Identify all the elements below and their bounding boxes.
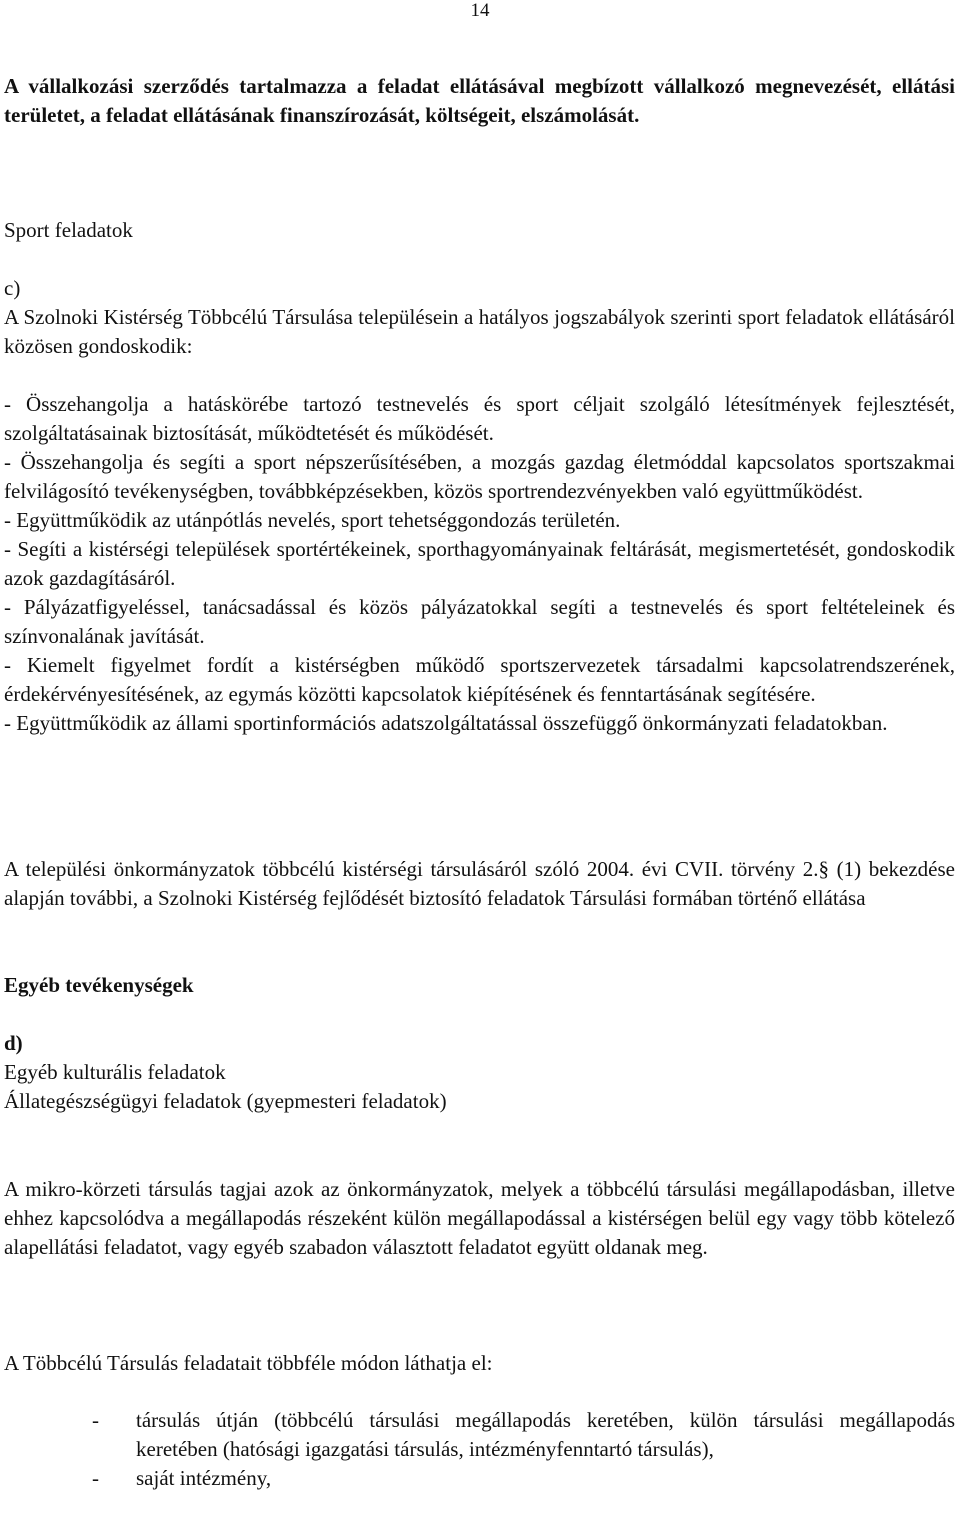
sport-item: - Összehangolja a hatáskörébe tartozó testnevelés és sport céljait szolgáló létesítmények fejlesztését, szolgáltatásainak biztosítását, működtetését és működését.	[4, 392, 955, 445]
other-heading: Egyéb tevékenységek	[4, 973, 194, 997]
sport-heading: Sport feladatok	[4, 218, 133, 242]
intro-paragraph: A vállalkozási szerződés tartalmazza a feladat ellátásával megbízott vállalkozó megnevezését, ellátási területet, a feladat ellátásának finanszírozását, költségeit, elszámolását.	[4, 74, 955, 127]
ways-list	[92, 1406, 955, 1493]
section-c-text: A Szolnoki Kistérség Többcélú Társulása településein a hatályos jogszabályok szerinti sport feladatok ellátásáról közösen gondoskodik:	[4, 305, 955, 358]
list-dash: -	[92, 1408, 99, 1432]
sport-item: - Segíti a kistérségi települések sportértékeinek, sporthagyományainak feltárását, megismertetését, gondoskodik azok gazdagításáról.	[4, 537, 955, 590]
section-c-label: c)	[4, 276, 21, 300]
section-d-label: d)	[4, 1031, 23, 1055]
sport-item: - Együttműködik az állami sportinformációs adatszolgáltatással összefüggő önkormányzati feladatokban.	[4, 711, 888, 735]
list-item-text: saját intézmény,	[136, 1466, 272, 1490]
list-item-text: társulás útján (többcélú társulási megállapodás keretében, külön társulási megállapodás keretében (hatósági igazgatási társulás, intézményfenntartó társulás),	[136, 1408, 955, 1461]
section-d-item: Egyéb kulturális feladatok	[4, 1060, 226, 1084]
sport-item: - Együttműködik az utánpótlás nevelés, sport tehetséggondozás területén.	[4, 508, 621, 532]
section-d-item: Állategészségügyi feladatok (gyepmesteri feladatok)	[4, 1089, 447, 1113]
sport-item: - Kiemelt figyelmet fordít a kistérségben működő sportszervezetek társadalmi kapcsolatrendszerének, érdekérvényesítésének, az egymás közötti kapcsolatok kiépítésének és fenntartásának segítésére.	[4, 653, 955, 706]
sport-items-list	[4, 390, 955, 738]
section-d-list	[4, 1058, 955, 1116]
sport-item: - Pályázatfigyeléssel, tanácsadással és közös pályázatokkal segíti a testnevelés és sport feltételeinek és színvonalának javítását.	[4, 595, 955, 648]
law-paragraph: A települési önkormányzatok többcélú kistérségi társulásáról szóló 2004. évi CVII. törvény 2.§ (1) bekezdése alapján további, a Szolnoki Kistérség fejlődését biztosító feladatok Társulási formában történő ellátása	[4, 857, 955, 910]
micro-paragraph: A mikro-körzeti társulás tagjai azok az önkormányzatok, melyek a többcélú társulási megállapodásban, illetve ehhez kapcsolódva a megállapodás részeként külön megállapodással a kistérségen belül egy vagy több kötelező alapellátási feladatot, vagy egyéb szabadon választott feladatot együtt oldanak meg.	[4, 1177, 955, 1259]
ways-paragraph: A Többcélú Társulás feladatait többféle módon láthatja el:	[4, 1351, 493, 1375]
sport-item: - Összehangolja és segíti a sport népszerűsítésében, a mozgás gazdag életmóddal kapcsolatos sportszakmai felvilágosító tevékenységben, továbbképzésekben, közös sportrendezvényekben való együttműködést.	[4, 450, 955, 503]
list-item	[92, 1464, 955, 1493]
list-item	[92, 1406, 955, 1464]
list-dash: -	[92, 1466, 99, 1490]
page-number: 14	[470, 0, 490, 21]
